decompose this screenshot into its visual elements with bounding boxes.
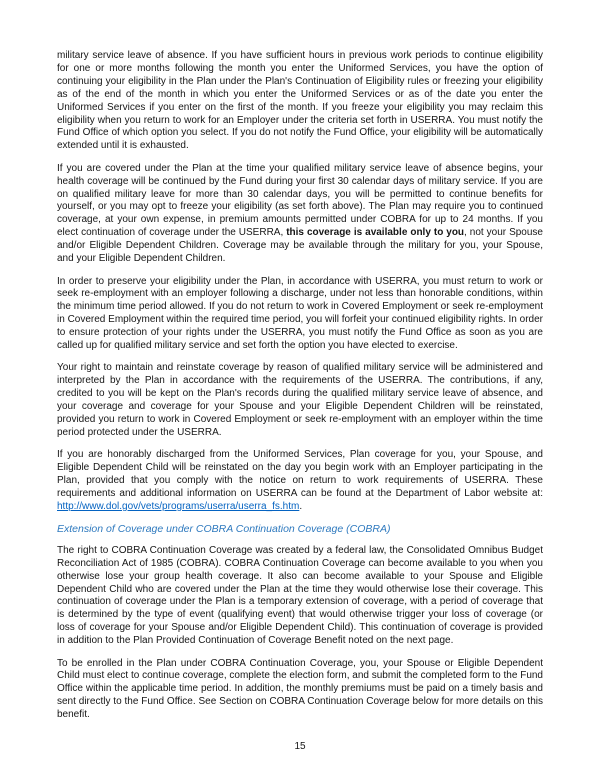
paragraph-preserve-eligibility: In order to preserve your eligibility under the Plan, in accordance with USERRA, you must return to work or seek re-employment with an employer following a discharge, under not less than honorable conditions, within the minimum time period allowed. If you do not return to work in Covered Employment or seek re-employment in Covered Employment within the required time period, you will forfeit your continued eligibility rights. In order to ensure protection of your rights under the USERRA, you must notify the Fund Office as soon as you are called up for qualified military service and set forth the option you have elected to exercise. (57, 275, 543, 352)
section-heading-cobra-extension: Extension of Coverage under COBRA Continuation Coverage (COBRA) (57, 523, 391, 536)
dol-userra-link[interactable]: http://www.dol.gov/vets/programs/userra/userra_fs.htm (57, 501, 300, 512)
paragraph-cobra-enrollment: To be enrolled in the Plan under COBRA Continuation Coverage, you, your Spouse or Eligible Dependent Child must elect to continue coverage, complete the election form, and submit the completed form to the Fund Office within the applicable time period. In addition, the monthly premiums must be paid on a timely basis and sent directly to the Fund Office. See Section on COBRA Continuation Coverage below for more details on this benefit. (57, 657, 543, 721)
paragraph-text: If you are honorably discharged from the Uniformed Services, Plan coverage for you, your Spouse, and Eligible Dependent Child will be reinstated on the day you begin work with an Employer participating in the Plan, provided that you comply with the notice on return to work requirements of USERRA. These requirements and additional information on USERRA can be found at the Department of Labor website at: (57, 449, 543, 500)
bold-emphasis-coverage-only-you: this coverage is available only to you (286, 227, 465, 239)
paragraph-honorable-discharge (57, 449, 543, 514)
paragraph-text: , not your Spouse and/or Eligible Dependent Children. Coverage may be available through the military for you, your Spouse, and your Eligible Dependent Children. (57, 227, 543, 265)
page-number: 15 (294, 741, 306, 753)
paragraph-userra-eligibility: military service leave of absence. If you have sufficient hours in previous work periods to continue eligibility for one or more months following the month you enter the Uniformed Services, you have the option of continuing your eligibility in the Plan under the Plan's Continuation of Eligibility rules or freezing your eligibility as of the end of the month in which you enter the Uniformed Services or as of the date you enter the Uniformed Services if you enter on the first of the month. If you freeze your eligibility you may reclaim this eligibility when you return to work for an Employer under the criteria set forth in USERRA. You must notify the Fund Office of which option you select. If you do not notify the Fund Office, your eligibility will be automatically extended until it is exhausted. (57, 50, 543, 152)
paragraph-text: If you are covered under the Plan at the time your qualified military service leave of absence begins, your health coverage will be continued by the Fund during your first 30 calendar days of military service. If you are on qualified military leave for more than 30 calendar days, you will be permitted to continue benefits for yourself, or you may opt to freeze your eligibility (as set forth above). The Plan may require you to continued coverage, at your own expense, in premium amounts permitted under COBRA for up to 24 months. If you elect continuation of coverage under the USERRA, (57, 162, 543, 239)
paragraph-coverage-continuation (57, 163, 543, 266)
paragraph-reinstate-coverage: Your right to maintain and reinstate coverage by reason of qualified military service will be administered and interpreted by the Plan in accordance with the requirements of the USERRA. The contributions, if any, credited to you will be kept on the Plan's records during the qualified military service leave of absence, and your coverage and coverage for your Spouse and your Eligible Dependent Children will be reinstated, provided you return to work in Covered Employment or seek re-employment with an employer within the time period protected under the USERRA. (57, 362, 543, 438)
paragraph-text: . (299, 501, 303, 512)
paragraph-cobra-right: The right to COBRA Continuation Coverage was created by a federal law, the Consolidated Omnibus Budget Reconciliation Act of 1985 (COBRA). COBRA Continuation Coverage can become available to you when you otherwise lose your group health coverage. It also can become available to your Spouse and Eligible Dependent Child who are covered under the Plan at the time they would otherwise lose their coverage. This continuation of coverage under the Plan is a temporary extension of coverage, with a period of coverage that is determined by the type of event (qualifying event) that would otherwise trigger your loss of coverage (or loss of coverage for your Spouse and/or Eligible Dependent Child). This continuation of coverage is provided in addition to the Plan Provided Continuation of Coverage Benefit noted on the next page. (57, 544, 543, 647)
